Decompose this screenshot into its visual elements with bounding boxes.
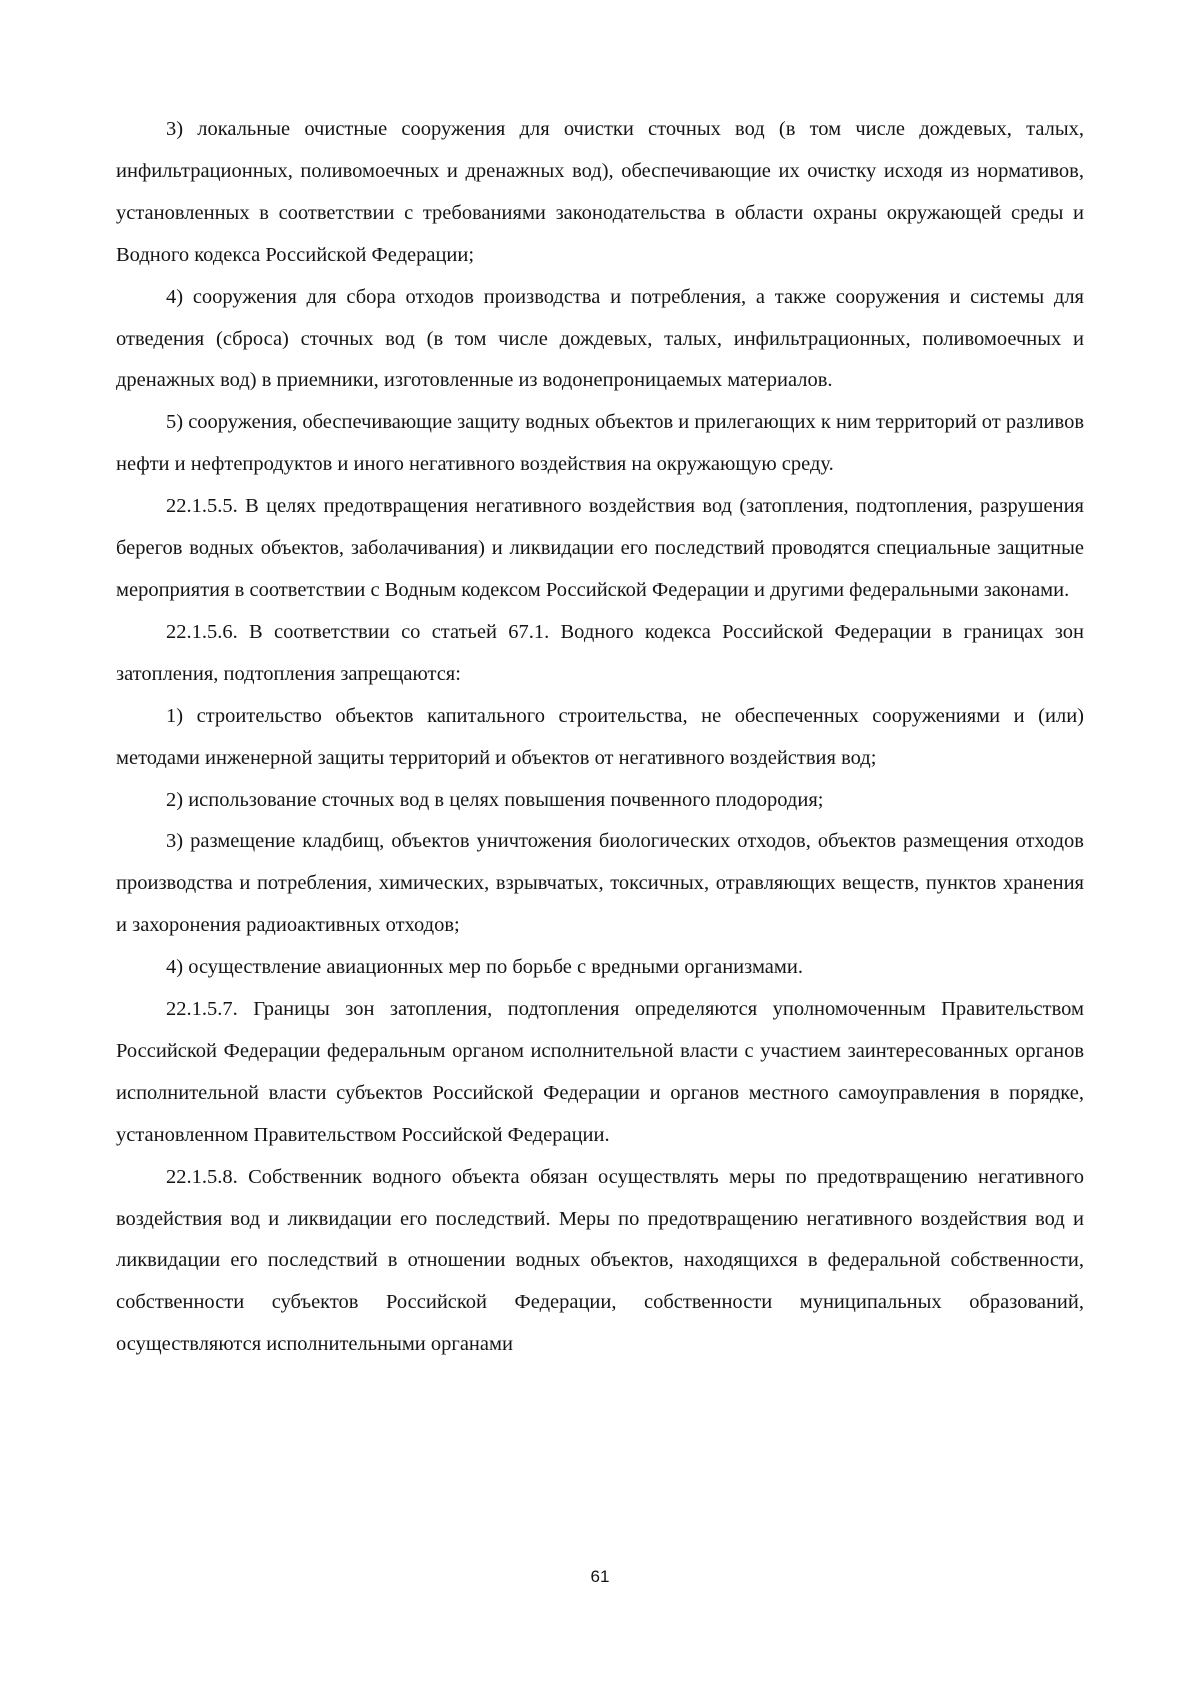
document-body xyxy=(116,109,1084,1366)
paragraph-item-5-water-protection: 5) сооружения, обеспечивающие защиту водных объектов и прилегающих к ним территорий от разливов нефти и нефтепродуктов и иного негативного воздействия на окружающую среду. xyxy=(116,411,1084,476)
page-number: 61 xyxy=(590,1567,610,1586)
paragraph-prohibition-2: 2) использование сточных вод в целях повышения почвенного плодородия; xyxy=(166,788,824,811)
paragraph-section-22-1-5-5: 22.1.5.5. В целях предотвращения негативного воздействия вод (затопления, подтопления, разрушения берегов водных объектов, заболачивания) и ликвидации его последствий проводятся специальные защитные мероприятия в соответствии с Водным кодексом Российской Федерации и другими федеральными законами. xyxy=(116,495,1084,601)
paragraph-prohibition-4: 4) осуществление авиационных мер по борьбе с вредными организмами. xyxy=(166,956,803,979)
paragraph-item-3-treatment-facilities: 3) локальные очистные сооружения для очистки сточных вод (в том числе дождевых, талых, инфильтрационных, поливомоечных и дренажных вод), обеспечивающие их очистку исходя из нормативов, установленных в соответствии с требованиями законодательства в области охраны окружающей среды и Водного кодекса Российской Федерации; xyxy=(116,118,1084,266)
paragraph-item-4-waste-collection: 4) сооружения для сбора отходов производства и потребления, а также сооружения и системы для отведения (сброса) сточных вод (в том числе дождевых, талых, инфильтрационных, поливомоечных и дренажных вод) в приемники, изготовленные из водонепроницаемых материалов. xyxy=(116,285,1084,392)
paragraph-section-22-1-5-8: 22.1.5.8. Собственник водного объекта обязан осуществлять меры по предотвращению негативного воздействия вод и ликвидации его последствий. Меры по предотвращению негативного воздействия вод и ликвидации его последствий в отношении водных объектов, находящихся в федеральной собственности, собственности субъектов Российской Федерации, собственности муниципальных образований, осуществляются исполнительными органами xyxy=(116,1165,1084,1356)
paragraph-section-22-1-5-7: 22.1.5.7. Границы зон затопления, подтопления определяются уполномоченным Правительством Российской Федерации федеральным органом исполнительной власти с участием заинтересованных органов исполнительной власти субъектов Российской Федерации и органов местного самоуправления в порядке, установленном Правительством Российской Федерации. xyxy=(116,998,1084,1146)
paragraph-prohibition-3: 3) размещение кладбищ, объектов уничтожения биологических отходов, объектов размещения отходов производства и потребления, химических, взрывчатых, токсичных, отравляющих веществ, пунктов хранения и захоронения радиоактивных отходов; xyxy=(116,830,1084,937)
paragraph-section-22-1-5-6: 22.1.5.6. В соответствии со статьей 67.1. Водного кодекса Российской Федерации в границах зон затопления, подтопления запрещаются: xyxy=(116,620,1084,685)
paragraph-prohibition-1: 1) строительство объектов капитального строительства, не обеспеченных сооружениями и (или) методами инженерной защиты территорий и объектов от негативного воздействия вод; xyxy=(116,704,1084,769)
